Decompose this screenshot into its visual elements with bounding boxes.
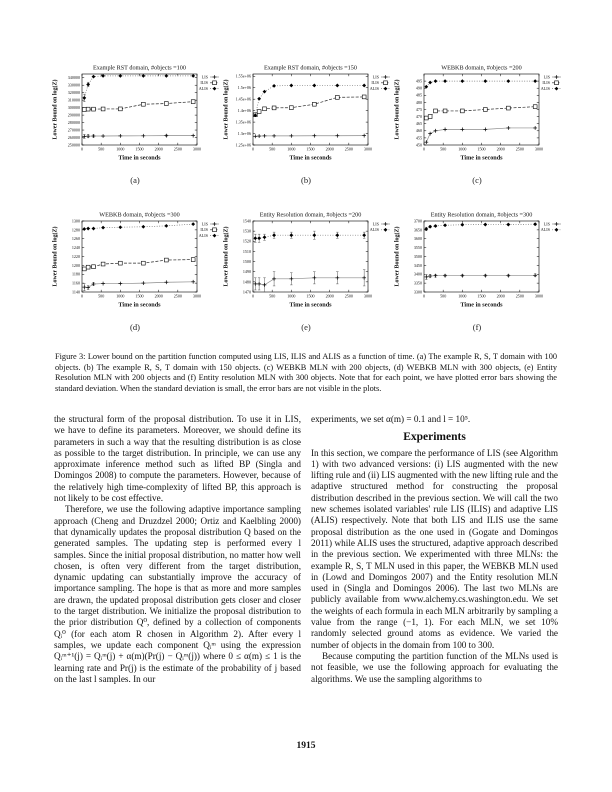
svg-text:500: 500 (98, 146, 105, 152)
subfigure-d (50, 209, 220, 332)
subfigure-f (392, 209, 562, 332)
svg-text:1500: 1500 (135, 146, 144, 152)
svg-text:1.35e+06: 1.35e+06 (235, 119, 251, 125)
svg-text:1510: 1510 (242, 248, 251, 254)
svg-text:500: 500 (440, 146, 447, 152)
svg-text:Time in seconds: Time in seconds (289, 154, 332, 162)
svg-text:0: 0 (251, 146, 255, 152)
svg-text:3000: 3000 (534, 293, 544, 299)
chart-d (50, 209, 220, 313)
svg-text:1470: 1470 (242, 289, 251, 295)
svg-text:300000: 300000 (67, 105, 80, 111)
svg-text:Time in seconds: Time in seconds (289, 301, 332, 309)
svg-text:1000: 1000 (287, 146, 296, 152)
chart-e (221, 209, 391, 313)
subfigure-d-label: (d) (130, 322, 140, 332)
left-column (54, 414, 301, 685)
svg-text:ALIS: ALIS (540, 85, 550, 91)
chart-svg (221, 62, 391, 166)
svg-text:2500: 2500 (173, 293, 182, 299)
svg-text:340000: 340000 (67, 75, 80, 81)
figure-3-panel (50, 62, 562, 332)
svg-text:3700: 3700 (413, 218, 422, 224)
svg-text:3000: 3000 (192, 293, 202, 299)
subfigure-a-label: (a) (130, 175, 140, 185)
svg-text:290000: 290000 (67, 112, 80, 118)
chart-svg (221, 209, 391, 313)
svg-text:3450: 3450 (413, 262, 422, 268)
body-paragraph: Therefore, we use the following adaptive importance sampling approach (Cheng and Druzdzel 2000; Ortiz and Kaelbling 2000) that dynamically updates the proposal distribution Q based on the generated samples. The updating step is performed every l samples. Since the initial proposal distribution, no matter how well chosen, is often very different from the target distribution, dynamic updating can substantially improve the accuracy of importance sampling. The hope is that as more and more samples are drawn, the updated proposal distribution gets closer and closer to the target distribution. We initialize the proposal distribution to the prior distribution Q⁰, defined by a collection of components Qᵢ⁰ (for each atom R chosen in Algorithm 2). After every l samples, we update each component Qᵢᵐ using the expression Qᵢᵐ⁺¹(j) = Qᵢᵐ(j) + α(m)(Pr(j) − Qᵢᵐ(j)) where 0 ≤ α(m) ≤ 1 is the learning rate and Pr(j) is the estimate of the probability of j based on the last l samples. In our (54, 504, 301, 684)
svg-text:LIS: LIS (372, 221, 379, 227)
svg-text:1520: 1520 (242, 238, 251, 244)
subfigure-b (221, 62, 391, 185)
svg-text:480: 480 (415, 99, 422, 105)
svg-text:2500: 2500 (173, 146, 182, 152)
subfigure-e-label: (e) (301, 322, 311, 332)
right-column (311, 414, 558, 685)
svg-text:2500: 2500 (344, 146, 353, 152)
svg-text:485: 485 (415, 92, 422, 98)
svg-text:3350: 3350 (413, 280, 422, 286)
body-paragraph: experiments, we set α(m) = 0.1 and l = 10⁵. (311, 414, 471, 424)
subfigure-c-label: (c) (472, 175, 482, 185)
svg-text:3000: 3000 (363, 293, 373, 299)
svg-text:280000: 280000 (67, 119, 80, 125)
svg-text:1.5e+06: 1.5e+06 (237, 85, 251, 91)
svg-text:270000: 270000 (67, 127, 80, 133)
svg-text:2000: 2000 (154, 293, 163, 299)
svg-text:LIS: LIS (201, 74, 208, 80)
svg-text:1180: 1180 (71, 271, 80, 277)
svg-text:3000: 3000 (192, 146, 202, 152)
svg-text:LIS: LIS (372, 74, 379, 80)
svg-text:3400: 3400 (413, 271, 422, 277)
svg-text:ILIS: ILIS (542, 80, 550, 86)
svg-text:330000: 330000 (67, 82, 80, 88)
svg-text:Example RST domain, #objects =: Example RST domain, #objects =100 (93, 64, 186, 72)
chart-b (221, 62, 391, 166)
subfigure-e (221, 209, 391, 332)
svg-text:1530: 1530 (242, 228, 251, 234)
svg-text:0: 0 (80, 293, 84, 299)
figure-caption: Figure 3: Lower bound on the partition function computed using LIS, ILIS and ALIS as a function of time. (a) The example R, S, T domain with 100 objects. (b) The example R, S, T domain with 150 objects. (c) WEBKB MLN with 200 objects, (d) WEBKB MLN with 300 objects, (e) Entity Resolution MLN with 200 objects and (f) Entity resolution MLN with 300 objects. Note that for each point, we have plotted error bars showing the standard deviation. When the standard deviation is small, the error bars are not visible in the plots. (55, 352, 557, 393)
svg-text:500: 500 (98, 293, 105, 299)
svg-text:2000: 2000 (496, 293, 505, 299)
svg-text:310000: 310000 (67, 97, 80, 103)
body-paragraph: Because computing the partition function of the MLNs used is not feasible, we use the following approach for evaluating the algorithms. We use the sampling algorithms to (311, 650, 558, 684)
svg-text:1500: 1500 (242, 258, 251, 264)
svg-text:ALIS: ALIS (198, 232, 208, 238)
svg-text:0: 0 (251, 293, 255, 299)
svg-text:Lower Bound on log(Z): Lower Bound on log(Z) (223, 79, 230, 140)
svg-text:1200: 1200 (71, 262, 80, 268)
svg-text:3550: 3550 (413, 245, 422, 251)
svg-text:1480: 1480 (242, 279, 251, 285)
svg-text:1300: 1300 (71, 218, 80, 224)
svg-text:2500: 2500 (515, 293, 524, 299)
svg-text:500: 500 (440, 293, 447, 299)
svg-text:ALIS: ALIS (198, 85, 208, 91)
svg-text:460: 460 (415, 128, 422, 134)
svg-text:Example RST domain, #objects =: Example RST domain, #objects =150 (264, 64, 357, 72)
svg-text:2000: 2000 (325, 293, 334, 299)
svg-text:495: 495 (415, 78, 422, 84)
body-paragraph: In this section, we compare the performance of LIS (see Algorithm 1) with two advanced versions: (i) LIS augmented with the new lifting rule and (ii) LIS augmented with the new lifting rule and the adaptive structured method for constructing the proposal distribution described in the previous section. We will call the two new schemes isolated variables' rule LIS (ILIS) and adaptive LIS (ALIS) respectively. Note that both LIS and ILIS use the same proposal distribution as the one used in (Gogate and Domingos 2011) while ALIS uses the structured, adaptive approach described in the previous section. We experimented with three MLNs: the example R, S, T MLN used in this paper, the WEBKB MLN used in (Lowd and Domingos 2007) and the Entity resolution MLN used in (Singla and Domingos 2006). The last two MLNs are publicly available from www.alchemy.cs.washington.edu. We set the weights of each formula in each MLN arbitrarily by sampling a value from the range (−1, 1). For each MLN, we set 10% randomly selected ground atoms as evidence. We varied the number of objects in the domain from 100 to 300. (311, 447, 558, 650)
body-paragraph: the structural form of the proposal distribution. To use it in LIS, we have to define its parameters. Moreover, we should define its parameters in such a way that the resulting distribution is as close as possible to the target distribution. In principle, we can use any approximate inference method such as lifted BP (Singla and Domingos 2008) to compute the parameters. However, because of the relatively high time-complexity of lifted BP, this approach is not likely to be cost effective. (54, 414, 301, 504)
svg-text:3300: 3300 (413, 289, 422, 295)
svg-text:1000: 1000 (116, 293, 125, 299)
svg-text:ILIS: ILIS (200, 80, 208, 86)
svg-text:ALIS: ALIS (369, 85, 379, 91)
svg-text:Lower Bound on log(Z): Lower Bound on log(Z) (394, 79, 401, 140)
svg-text:Lower Bound on log(Z): Lower Bound on log(Z) (52, 226, 59, 287)
svg-text:475: 475 (415, 106, 422, 112)
svg-text:Time in seconds: Time in seconds (460, 301, 503, 309)
svg-text:Time in seconds: Time in seconds (460, 154, 503, 162)
svg-text:LIS: LIS (543, 221, 550, 227)
svg-text:1220: 1220 (71, 253, 80, 259)
subfigure-b-label: (b) (301, 175, 311, 185)
svg-text:1500: 1500 (135, 293, 144, 299)
subfigure-f-label: (f) (472, 322, 482, 332)
svg-text:1500: 1500 (306, 146, 315, 152)
svg-text:3000: 3000 (363, 146, 373, 152)
svg-text:1500: 1500 (477, 293, 486, 299)
subfigure-a (50, 62, 220, 185)
svg-text:3000: 3000 (534, 146, 544, 152)
svg-text:LIS: LIS (201, 221, 208, 227)
svg-text:1260: 1260 (71, 236, 80, 242)
chart-svg (392, 62, 562, 166)
chart-svg (392, 209, 562, 313)
svg-text:ALIS: ALIS (369, 227, 379, 233)
svg-text:Time in seconds: Time in seconds (118, 154, 161, 162)
svg-text:500: 500 (269, 146, 276, 152)
svg-text:0: 0 (422, 146, 426, 152)
svg-text:455: 455 (415, 135, 422, 141)
svg-text:Lower Bound on log(Z): Lower Bound on log(Z) (223, 226, 230, 287)
svg-text:1280: 1280 (71, 227, 80, 233)
svg-text:1000: 1000 (458, 146, 467, 152)
svg-text:Lower Bound on log(Z): Lower Bound on log(Z) (394, 226, 401, 287)
chart-svg (50, 62, 220, 166)
svg-text:1490: 1490 (242, 269, 251, 275)
subfigure-c (392, 62, 562, 185)
svg-text:ILIS: ILIS (371, 80, 379, 86)
svg-text:ILIS: ILIS (200, 227, 208, 233)
svg-text:1240: 1240 (71, 245, 80, 251)
svg-text:470: 470 (415, 114, 422, 119)
svg-text:3650: 3650 (413, 227, 422, 233)
svg-text:450: 450 (415, 142, 422, 148)
svg-text:3600: 3600 (413, 236, 422, 242)
chart-f (392, 209, 562, 313)
svg-text:2000: 2000 (154, 146, 163, 152)
svg-text:1140: 1140 (71, 289, 80, 295)
chart-svg (50, 209, 220, 313)
svg-text:WEBKB domain, #objects =300: WEBKB domain, #objects =300 (99, 211, 180, 219)
svg-text:1000: 1000 (287, 293, 296, 299)
svg-text:1540: 1540 (242, 218, 251, 224)
svg-text:0: 0 (80, 146, 84, 152)
svg-text:0: 0 (422, 293, 426, 299)
svg-text:260000: 260000 (67, 134, 80, 140)
svg-text:1.3e+06: 1.3e+06 (237, 130, 251, 136)
svg-text:Time in seconds: Time in seconds (118, 301, 161, 309)
svg-text:2500: 2500 (344, 293, 353, 299)
svg-text:320000: 320000 (67, 90, 80, 96)
svg-text:2000: 2000 (496, 146, 505, 152)
svg-text:1500: 1500 (306, 293, 315, 299)
svg-text:1.25e+06: 1.25e+06 (235, 142, 251, 148)
svg-text:2000: 2000 (325, 146, 334, 152)
svg-text:1000: 1000 (116, 146, 125, 152)
svg-text:Entity Resolution domain, #obj: Entity Resolution domain, #objects =200 (259, 211, 362, 219)
svg-text:1160: 1160 (71, 280, 80, 286)
chart-c (392, 62, 562, 166)
svg-text:3500: 3500 (413, 253, 422, 259)
svg-text:2500: 2500 (515, 146, 524, 152)
svg-text:LIS: LIS (543, 74, 550, 80)
section-heading-experiments: Experiments (403, 431, 466, 444)
svg-text:Entity Resolution domain, #obj: Entity Resolution domain, #objects =300 (430, 211, 533, 219)
svg-text:1500: 1500 (477, 146, 486, 152)
svg-text:1.4e+06: 1.4e+06 (237, 108, 251, 114)
svg-text:490: 490 (415, 85, 422, 91)
svg-text:1000: 1000 (458, 293, 467, 299)
svg-text:465: 465 (415, 121, 422, 127)
svg-text:1.45e+06: 1.45e+06 (235, 96, 251, 102)
svg-text:ALIS: ALIS (540, 227, 550, 233)
svg-text:500: 500 (269, 293, 276, 299)
chart-a (50, 62, 220, 166)
svg-text:1.55e+06: 1.55e+06 (235, 73, 251, 79)
svg-text:250000: 250000 (67, 142, 80, 148)
svg-text:Lower Bound on log(Z): Lower Bound on log(Z) (52, 79, 59, 140)
page-number: 1915 (296, 741, 316, 751)
svg-text:WEBKB domain, #objects =200: WEBKB domain, #objects =200 (441, 64, 522, 72)
